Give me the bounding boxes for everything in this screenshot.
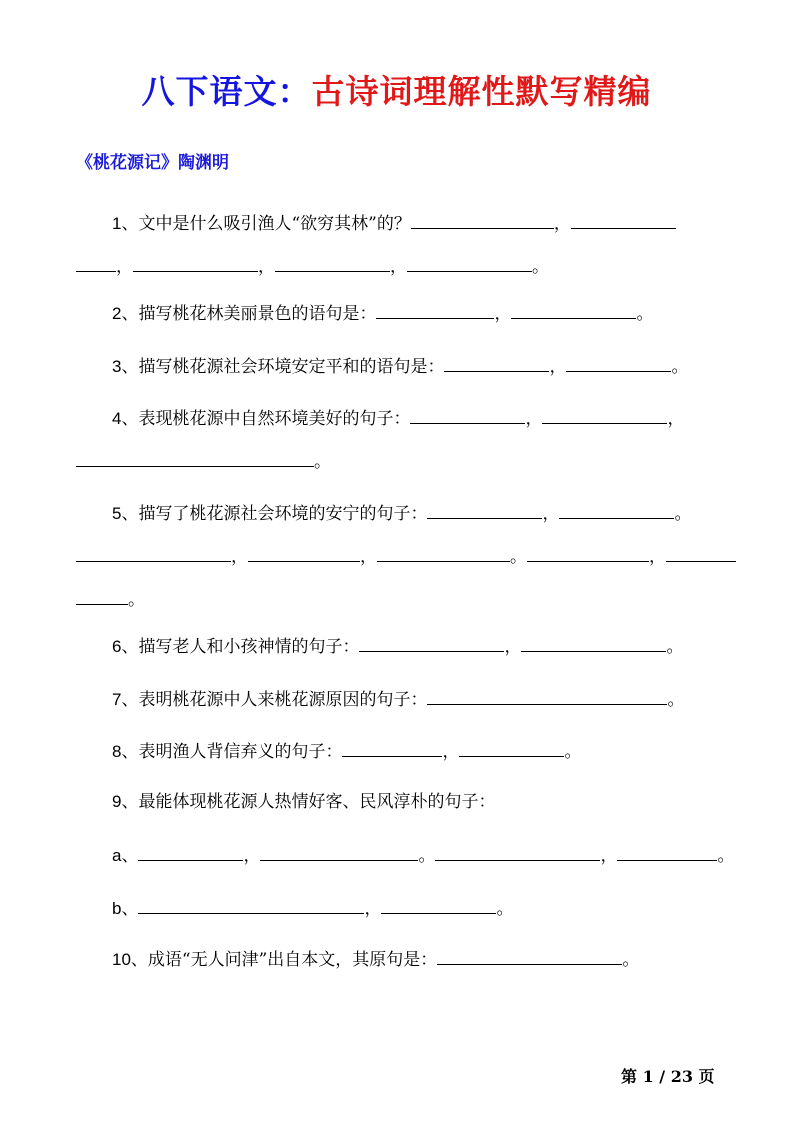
question-8: 8、表明渔人背信弃义的句子： ， 。 [112,738,581,762]
answer-blank[interactable] [359,633,504,652]
answer-blank[interactable] [138,842,243,861]
answer-blank[interactable] [617,842,717,861]
question-6: 6、描写老人和小孩神情的句子： ， 。 [112,633,683,657]
answer-blank[interactable] [571,210,676,229]
answer-blank[interactable] [427,686,667,705]
answer-blank[interactable] [411,210,554,229]
answer-blank[interactable] [76,253,116,272]
answer-blank[interactable] [666,543,736,562]
answer-blank[interactable] [76,543,231,562]
question-7: 7、表明桃花源中人来桃花源原因的句子： 。 [112,686,684,710]
question-9: 9、最能体现桃花源人热情好客、民风淳朴的句子： [112,792,496,812]
section-heading: 《桃花源记》陶渊明 [76,153,229,173]
answer-blank[interactable] [410,405,525,424]
answer-blank[interactable] [248,543,360,562]
title-grade: 八下语文： [141,72,312,111]
answer-blank[interactable] [76,586,128,605]
answer-blank[interactable] [527,543,649,562]
answer-blank[interactable] [542,405,667,424]
question-9-b: b、 ， 。 [112,895,513,919]
answer-blank[interactable] [76,448,314,467]
page-number: 第 1 / 23 页 [621,1067,715,1086]
answer-blank[interactable] [427,500,542,519]
question-5: 5、描写了桃花源社会环境的安宁的句子： ， 。 [112,500,691,524]
answer-blank[interactable] [444,353,549,372]
question-4: 4、表现桃花源中自然环境美好的句子： ， ， [112,405,684,429]
answer-blank[interactable] [407,253,532,272]
answer-blank[interactable] [511,300,636,319]
question-4-cont: 。 [76,448,331,472]
question-1: 1、文中是什么吸引渔人“欲穷其林”的？ ， [112,210,676,234]
answer-blank[interactable] [521,633,666,652]
answer-blank[interactable] [566,353,671,372]
question-9-a: a、 ， 。 ， 。 [112,842,734,866]
answer-blank[interactable] [376,300,494,319]
question-2: 2、描写桃花林美丽景色的语句是： ， 。 [112,300,653,324]
question-5-cont: ， ， 。 ， [76,543,736,567]
answer-blank[interactable] [435,842,600,861]
answer-blank[interactable] [275,253,390,272]
answer-blank[interactable] [377,543,510,562]
answer-blank[interactable] [133,253,258,272]
answer-blank[interactable] [437,946,622,965]
answer-blank[interactable] [260,842,418,861]
title-topic: 古诗词理解性默写精编 [311,72,652,111]
answer-blank[interactable] [559,500,674,519]
question-5-cont2: 。 [76,586,145,610]
answer-blank[interactable] [138,895,364,914]
question-3: 3、描写桃花源社会环境安定平和的语句是： ， 。 [112,353,688,377]
question-1-cont: ， ， ， 。 [76,253,549,277]
answer-blank[interactable] [381,895,496,914]
page-title [0,66,793,113]
answer-blank[interactable] [459,738,564,757]
question-10: 10、成语“无人问津”出自本文，其原句是： 。 [112,946,639,970]
answer-blank[interactable] [342,738,442,757]
